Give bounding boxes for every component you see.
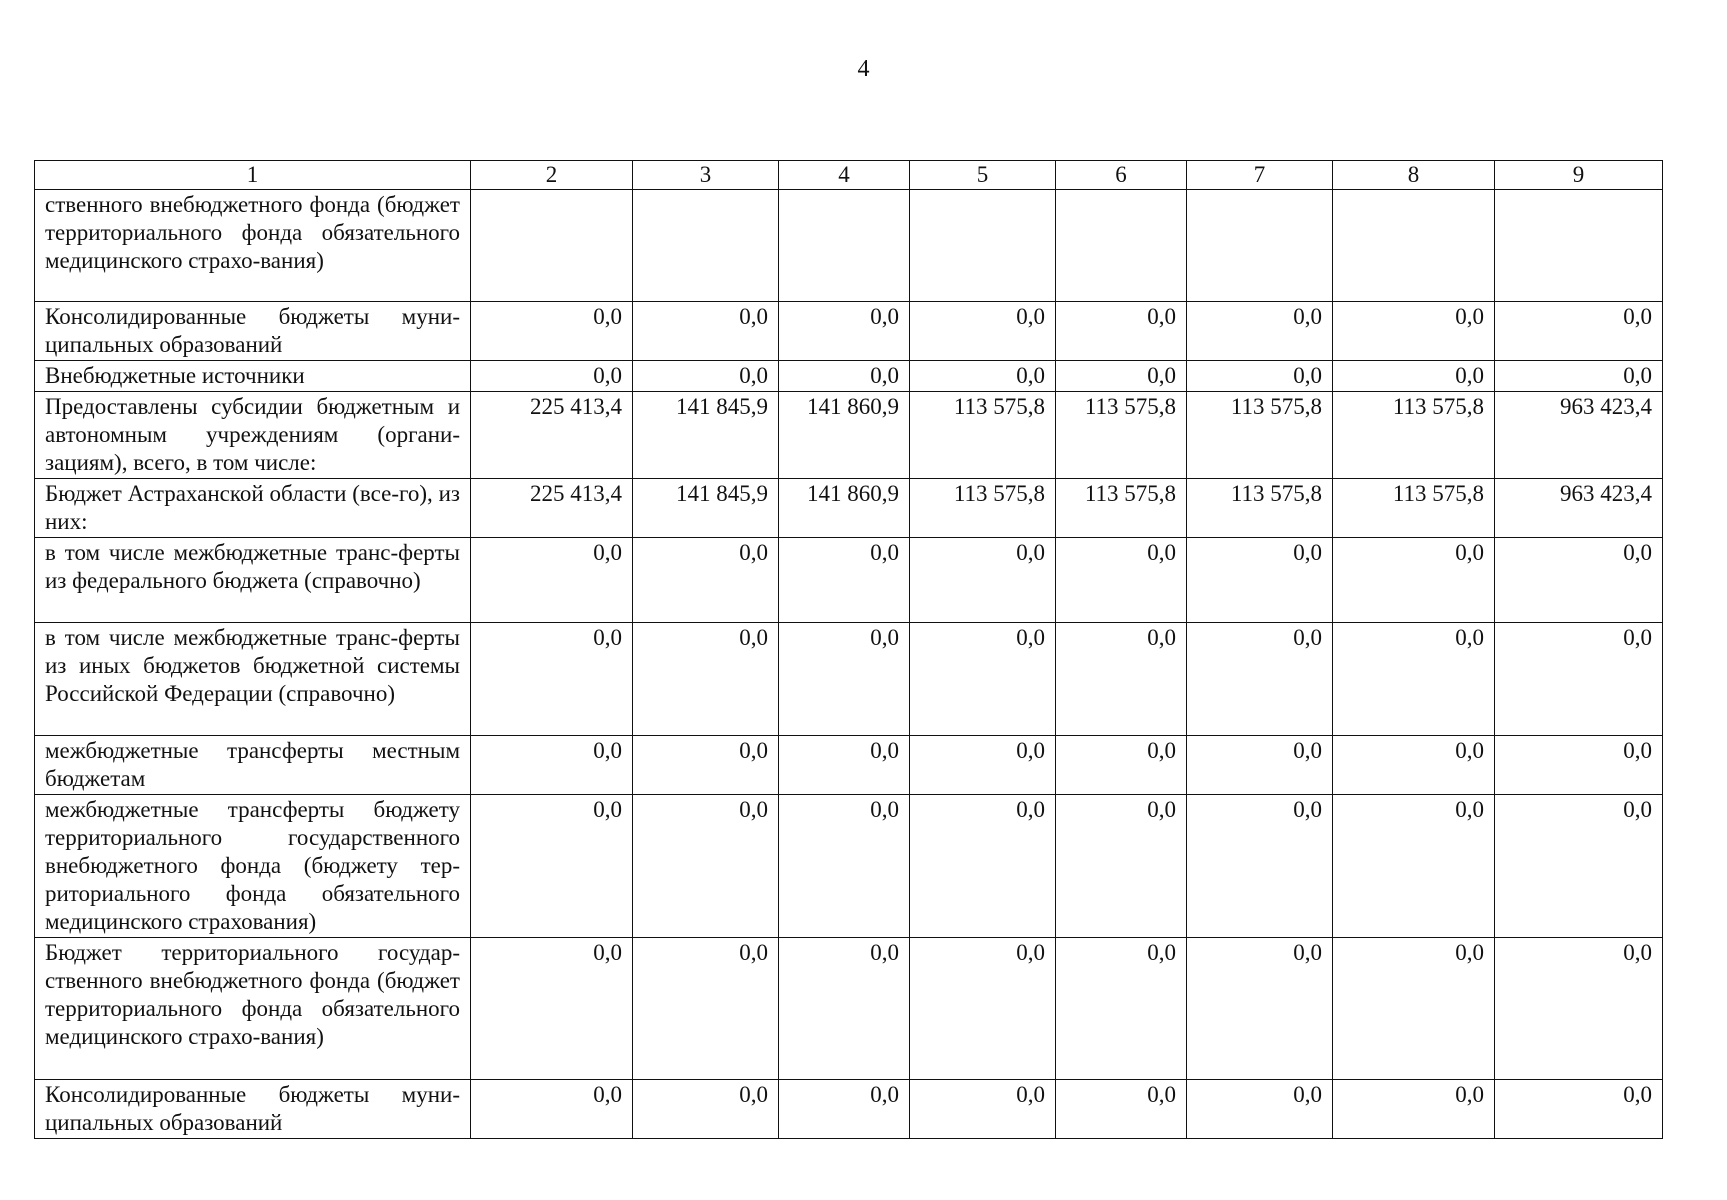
value-cell: 0,0 bbox=[1495, 361, 1663, 392]
value-cell: 0,0 bbox=[779, 538, 910, 623]
column-header: 9 bbox=[1495, 161, 1663, 190]
value-cell: 0,0 bbox=[1333, 623, 1495, 736]
value-cell: 0,0 bbox=[1333, 361, 1495, 392]
value-cell: 0,0 bbox=[1187, 623, 1333, 736]
value-cell: 0,0 bbox=[1056, 938, 1187, 1080]
value-cell: 113 575,8 bbox=[910, 392, 1056, 479]
table-row bbox=[35, 479, 1663, 538]
page-number: 4 bbox=[857, 56, 870, 82]
column-header: 8 bbox=[1333, 161, 1495, 190]
value-cell: 113 575,8 bbox=[1056, 479, 1187, 538]
value-cell bbox=[1056, 190, 1187, 302]
value-cell bbox=[779, 190, 910, 302]
value-cell: 0,0 bbox=[779, 361, 910, 392]
value-cell: 0,0 bbox=[1495, 538, 1663, 623]
value-cell: 0,0 bbox=[633, 361, 779, 392]
value-cell: 113 575,8 bbox=[1056, 392, 1187, 479]
row-label: Консолидированные бюджеты муни-ципальных образований bbox=[35, 1080, 471, 1139]
value-cell bbox=[633, 190, 779, 302]
value-cell: 0,0 bbox=[779, 302, 910, 361]
value-cell: 0,0 bbox=[1187, 795, 1333, 938]
value-cell: 0,0 bbox=[1495, 736, 1663, 795]
value-cell: 0,0 bbox=[1187, 538, 1333, 623]
value-cell: 0,0 bbox=[1187, 361, 1333, 392]
value-cell: 113 575,8 bbox=[910, 479, 1056, 538]
value-cell: 0,0 bbox=[1333, 938, 1495, 1080]
row-label: Бюджет территориального государ-ственного внебюджетного фонда (бюджет территориального фонда обязательного медицинского страхо-вания) bbox=[35, 938, 471, 1080]
row-label: межбюджетные трансферты местным бюджетам bbox=[35, 736, 471, 795]
table-row bbox=[35, 736, 1663, 795]
value-cell: 113 575,8 bbox=[1187, 392, 1333, 479]
row-label: Предоставлены субсидии бюджетным и автономным учреждениям (органи-зациям), всего, в том числе: bbox=[35, 392, 471, 479]
value-cell: 0,0 bbox=[471, 938, 633, 1080]
value-cell: 113 575,8 bbox=[1333, 392, 1495, 479]
value-cell: 0,0 bbox=[910, 302, 1056, 361]
value-cell: 0,0 bbox=[1333, 736, 1495, 795]
table-row bbox=[35, 623, 1663, 736]
value-cell: 0,0 bbox=[910, 795, 1056, 938]
value-cell: 0,0 bbox=[471, 736, 633, 795]
value-cell bbox=[471, 190, 633, 302]
value-cell: 0,0 bbox=[633, 1080, 779, 1139]
column-header: 3 bbox=[633, 161, 779, 190]
value-cell: 0,0 bbox=[910, 1080, 1056, 1139]
value-cell: 225 413,4 bbox=[471, 392, 633, 479]
value-cell bbox=[1333, 190, 1495, 302]
value-cell: 0,0 bbox=[910, 538, 1056, 623]
row-label: Консолидированные бюджеты муни-ципальных образований bbox=[35, 302, 471, 361]
table-body bbox=[35, 190, 1663, 1139]
value-cell: 0,0 bbox=[1187, 736, 1333, 795]
value-cell: 0,0 bbox=[910, 623, 1056, 736]
value-cell: 0,0 bbox=[779, 736, 910, 795]
column-header: 2 bbox=[471, 161, 633, 190]
row-label: в том числе межбюджетные транс-ферты из иных бюджетов бюджетной системы Российской Федерации (справочно) bbox=[35, 623, 471, 736]
column-header: 6 bbox=[1056, 161, 1187, 190]
value-cell bbox=[910, 190, 1056, 302]
value-cell: 0,0 bbox=[910, 938, 1056, 1080]
value-cell: 0,0 bbox=[910, 361, 1056, 392]
table-row bbox=[35, 361, 1663, 392]
value-cell: 0,0 bbox=[1056, 623, 1187, 736]
value-cell: 0,0 bbox=[1495, 795, 1663, 938]
value-cell: 0,0 bbox=[633, 938, 779, 1080]
value-cell: 0,0 bbox=[1187, 938, 1333, 1080]
value-cell: 0,0 bbox=[1056, 361, 1187, 392]
row-label: ственного внебюджетного фонда (бюджет территориального фонда обязательного медицинского страхо-вания) bbox=[35, 190, 471, 302]
value-cell: 225 413,4 bbox=[471, 479, 633, 538]
value-cell: 141 860,9 bbox=[779, 479, 910, 538]
column-header: 5 bbox=[910, 161, 1056, 190]
value-cell: 0,0 bbox=[633, 795, 779, 938]
value-cell: 0,0 bbox=[471, 538, 633, 623]
value-cell: 0,0 bbox=[779, 623, 910, 736]
value-cell: 0,0 bbox=[471, 1080, 633, 1139]
value-cell: 0,0 bbox=[1333, 538, 1495, 623]
table-row bbox=[35, 538, 1663, 623]
value-cell: 0,0 bbox=[633, 538, 779, 623]
value-cell: 0,0 bbox=[633, 302, 779, 361]
header-row bbox=[35, 161, 1663, 190]
value-cell: 0,0 bbox=[1495, 302, 1663, 361]
value-cell: 0,0 bbox=[1056, 1080, 1187, 1139]
row-label: межбюджетные трансферты бюджету территориального государственного внебюджетного фонда (бюджету тер-риториального фонда обязательного медицинского страхования) bbox=[35, 795, 471, 938]
value-cell: 0,0 bbox=[633, 736, 779, 795]
value-cell: 0,0 bbox=[1056, 795, 1187, 938]
value-cell: 0,0 bbox=[1056, 736, 1187, 795]
value-cell: 141 860,9 bbox=[779, 392, 910, 479]
value-cell: 963 423,4 bbox=[1495, 392, 1663, 479]
value-cell: 0,0 bbox=[779, 795, 910, 938]
value-cell: 113 575,8 bbox=[1187, 479, 1333, 538]
value-cell: 0,0 bbox=[1495, 938, 1663, 1080]
value-cell: 0,0 bbox=[471, 623, 633, 736]
value-cell bbox=[1495, 190, 1663, 302]
value-cell: 0,0 bbox=[471, 302, 633, 361]
value-cell: 113 575,8 bbox=[1333, 479, 1495, 538]
value-cell: 141 845,9 bbox=[633, 392, 779, 479]
column-header: 7 bbox=[1187, 161, 1333, 190]
value-cell: 0,0 bbox=[471, 361, 633, 392]
value-cell: 0,0 bbox=[633, 623, 779, 736]
value-cell: 0,0 bbox=[1056, 302, 1187, 361]
value-cell: 0,0 bbox=[471, 795, 633, 938]
table-row bbox=[35, 392, 1663, 479]
value-cell: 0,0 bbox=[779, 1080, 910, 1139]
budget-table bbox=[34, 160, 1663, 1139]
column-header: 1 bbox=[35, 161, 471, 190]
table-row bbox=[35, 1080, 1663, 1139]
table-row bbox=[35, 938, 1663, 1080]
value-cell: 0,0 bbox=[779, 938, 910, 1080]
value-cell: 141 845,9 bbox=[633, 479, 779, 538]
table-row bbox=[35, 190, 1663, 302]
value-cell: 0,0 bbox=[1056, 538, 1187, 623]
value-cell: 0,0 bbox=[910, 736, 1056, 795]
value-cell: 0,0 bbox=[1333, 302, 1495, 361]
row-label: Внебюджетные источники bbox=[35, 361, 471, 392]
table-row bbox=[35, 795, 1663, 938]
value-cell: 0,0 bbox=[1333, 795, 1495, 938]
value-cell bbox=[1187, 190, 1333, 302]
value-cell: 0,0 bbox=[1495, 1080, 1663, 1139]
column-header: 4 bbox=[779, 161, 910, 190]
value-cell: 0,0 bbox=[1333, 1080, 1495, 1139]
value-cell: 963 423,4 bbox=[1495, 479, 1663, 538]
row-label: Бюджет Астраханской области (все-го), из них: bbox=[35, 479, 471, 538]
value-cell: 0,0 bbox=[1187, 1080, 1333, 1139]
row-label: в том числе межбюджетные транс-ферты из федерального бюджета (справочно) bbox=[35, 538, 471, 623]
value-cell: 0,0 bbox=[1495, 623, 1663, 736]
value-cell: 0,0 bbox=[1187, 302, 1333, 361]
table-row bbox=[35, 302, 1663, 361]
